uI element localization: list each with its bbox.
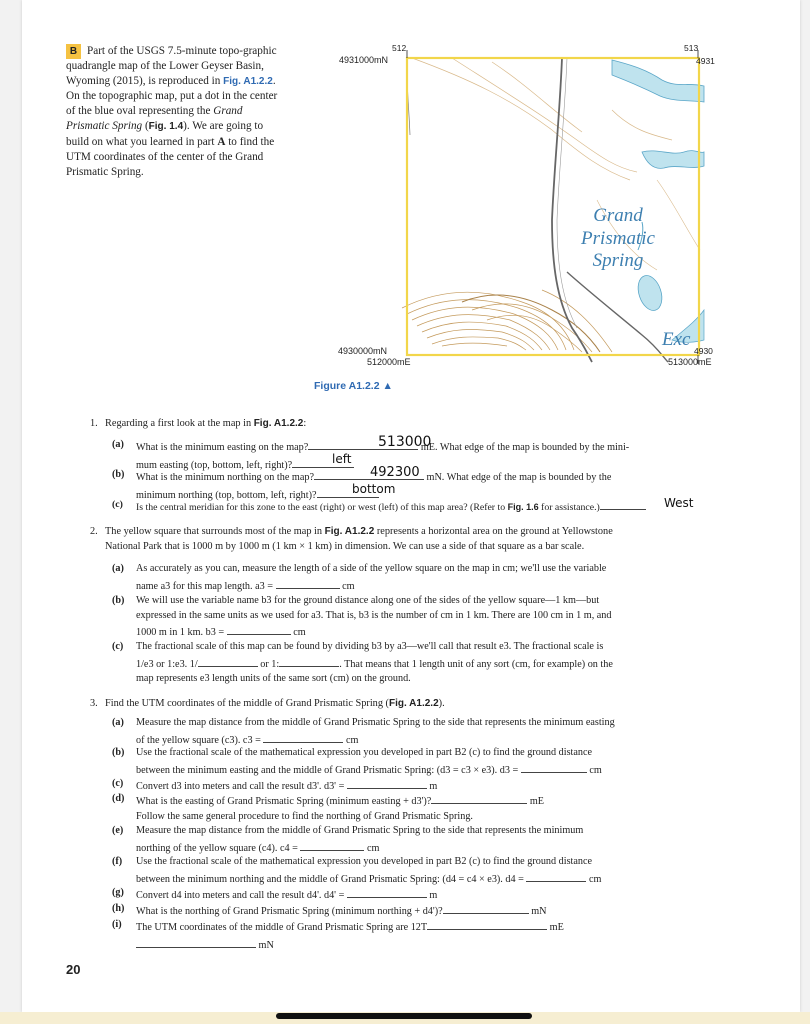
q3d-answer-line[interactable]	[431, 792, 527, 804]
workbook-page	[22, 0, 800, 1012]
unit: cm	[367, 842, 380, 854]
q3e-text: Measure the map distance from the middle of Grand Prismatic Spring to the side that represents the minimum	[136, 825, 584, 836]
intro-spring-name: Grand Prismatic Spring	[66, 105, 243, 133]
map-label-prismatic: Prismatic	[581, 228, 655, 249]
q3a-answer-line[interactable]	[263, 731, 343, 743]
q3-part-i	[112, 918, 732, 951]
figure-ref[interactable]: Fig. A1.2.2	[253, 418, 304, 429]
q3f-answer-line[interactable]	[526, 870, 586, 882]
q1-part-c	[112, 498, 732, 514]
river-upper	[612, 60, 704, 102]
question-3	[90, 696, 730, 711]
part-label: (a)	[112, 717, 124, 728]
part-label: (d)	[112, 793, 125, 804]
part-label: (i)	[112, 919, 122, 930]
question-text-tail: ).	[438, 698, 445, 709]
contour-line	[657, 180, 700, 250]
intro-paragraph	[66, 44, 278, 180]
q3i-northing-line[interactable]	[136, 936, 256, 948]
part-label: (b)	[112, 595, 125, 606]
easting-bottom-right: 513000mE	[668, 357, 712, 367]
intro-text-2: . On the topographic map, put a dot in the center of the blue oval representing the	[66, 75, 278, 118]
unit: cm	[589, 764, 602, 776]
part-label: (b)	[112, 747, 125, 758]
handwritten-answer: West	[664, 496, 694, 510]
q3g-answer-line[interactable]	[347, 886, 427, 898]
q3a-text-2: of the yellow square (c3). c3 =	[136, 734, 261, 746]
question-text: Regarding a first look at the map in	[105, 418, 254, 429]
q3c-text: Convert d3 into meters and call the result d3'. d3' =	[136, 781, 345, 792]
q1-part-b	[112, 468, 732, 501]
part-label: (c)	[112, 641, 124, 652]
page-number: 20	[66, 962, 81, 977]
map-label-spring: Spring	[592, 250, 644, 271]
contour-line	[412, 58, 630, 180]
q3e-answer-line[interactable]	[300, 839, 364, 851]
contour-line	[612, 110, 672, 140]
figure-ref[interactable]: Fig. 1.6	[507, 502, 539, 512]
map-label-excelsior: Exc	[662, 329, 691, 350]
q2b-text-2: expressed in the same units as we used for a3. That is, b3 is the number of cm in 1 km. There are 100 cm in 1 m, and	[136, 609, 612, 621]
q3i-text: The UTM coordinates of the middle of Grand Prismatic Spring are 12T	[136, 922, 428, 933]
intro-part-a: A	[217, 135, 226, 148]
question-number: 2.	[90, 526, 98, 537]
q3-part-g	[112, 886, 732, 902]
northing-tick-4930: 4930	[694, 346, 713, 356]
part-label: (g)	[112, 887, 124, 898]
q2c-answer-line-2[interactable]	[279, 655, 339, 667]
q3-part-f	[112, 855, 732, 885]
q3a-text: Measure the map distance from the middle of Grand Prismatic Spring to the side that represents the minimum easting	[136, 717, 615, 728]
part-label: (c)	[112, 499, 123, 510]
easting-bottom-left: 512000mE	[367, 357, 411, 367]
q3-part-a	[112, 716, 732, 746]
unit: cm	[588, 873, 602, 885]
topo-map-figure	[312, 40, 715, 380]
unit: mN	[531, 906, 547, 917]
unit: m	[429, 890, 438, 901]
northing-top-left: 4931000mN	[339, 55, 389, 65]
q3d-text-2: Follow the same general procedure to find the northing of Grand Prismatic Spring.	[136, 810, 473, 822]
q3-part-b	[112, 746, 732, 776]
q1b-text-2: mN. What edge of the map is bounded by the	[426, 472, 612, 483]
part-label: (c)	[112, 778, 124, 789]
q3d-text: What is the easting of Grand Prismatic Spring (minimum easting + d3')?	[136, 796, 432, 807]
q1c-text-tail: for assistance.)	[538, 502, 600, 513]
intro-figure-ref[interactable]: Fig. A1.2.2	[223, 76, 273, 88]
intro-text-5: to find the UTM coordinates of the center of the Grand Prismatic Spring.	[66, 135, 275, 178]
northing-bottom-left: 4930000mN	[338, 346, 388, 356]
q3b-text-2: between the minimum easting and the middle of Grand Prismatic Spring: (d3 = c3 × e3). d3 =	[136, 764, 519, 776]
q1a-text-2: mE. What edge of the map is bounded by the mini-	[420, 442, 630, 453]
question-text: Find the UTM coordinates of the middle of Grand Prismatic Spring (	[105, 698, 389, 709]
part-label: (a)	[112, 439, 124, 450]
unit: mE	[549, 922, 564, 933]
figure-caption: Figure A1.2.2 ▲	[314, 380, 393, 392]
q2b-text-3: 1000 m in 1 km. b3 =	[136, 627, 225, 639]
q3c-answer-line[interactable]	[347, 777, 427, 789]
part-label: (b)	[112, 469, 125, 480]
contour-line	[492, 62, 582, 132]
intro-text-4: ). We are going to build on what you learned in part	[66, 120, 264, 148]
q1b-text-3: minimum northing (top, bottom, left, right)?	[136, 489, 317, 501]
part-label: (e)	[112, 825, 124, 836]
question-text: The yellow square that surrounds most of the map in	[105, 526, 325, 537]
question-text-3: National Park that is 1000 m by 1000 m (1 km × 1 km) in dimension. We can use a side of that square as a bar scale.	[105, 541, 585, 552]
q3f-text: Use the fractional scale of the mathematical expression you developed in part B2 (c) to find the ground distance	[136, 856, 593, 867]
q1b-text: What is the minimum northing on the map?	[136, 472, 314, 483]
handwritten-answer: left	[332, 452, 352, 466]
part-b-badge: B	[66, 44, 81, 59]
q3e-text-2: northing of the yellow square (c4). c4 =	[136, 842, 298, 854]
figure-ref[interactable]: Fig. A1.2.2	[324, 526, 375, 537]
q3-part-e	[112, 824, 732, 854]
contour-line	[452, 58, 637, 172]
northing-tick-4931: 4931	[696, 56, 715, 66]
intro-text-3: (	[142, 120, 149, 133]
q3b-text: Use the fractional scale of the mathematical expression you developed in part B2 (c) to find the ground distance	[136, 747, 593, 758]
easting-tick-513: 513	[684, 43, 699, 53]
q3h-answer-line[interactable]	[443, 902, 529, 914]
question-number: 3.	[90, 698, 98, 709]
q3i-easting-line[interactable]	[427, 918, 547, 930]
q3h-text: What is the northing of Grand Prismatic Spring (minimum northing + d4')?	[136, 906, 443, 917]
q2c-answer-line[interactable]	[198, 655, 258, 667]
handwritten-answer: bottom	[352, 482, 396, 496]
q2-part-c	[112, 640, 732, 686]
q3-part-h	[112, 902, 732, 918]
q2a-text: As accurately as you can, measure the length of a side of the yellow square on the map in cm; we'll use the variable	[136, 563, 607, 574]
intro-text-1: Part of the USGS 7.5-minute topo-graphic quadrangle map of the Lower Geyser Basin, Wyoming (2015), is reproduced in	[66, 45, 277, 88]
q1c-text: Is the central meridian for this zone to the east (right) or west (left) of this map area? (Refer to	[136, 502, 508, 513]
q3b-answer-line[interactable]	[521, 761, 587, 773]
q2a-text-2: name a3 for this map length. a3 =	[136, 580, 274, 592]
q3f-text-2: between the minimum northing and the middle of Grand Prismatic Spring: (d4 = c4 × e3). d4 =	[136, 873, 524, 885]
question-text-tail: :	[303, 418, 307, 429]
unit: mN	[258, 939, 274, 951]
q1c-answer-line[interactable]	[600, 498, 646, 510]
handwritten-answer: 513000	[378, 434, 432, 450]
q2-part-b	[112, 594, 732, 640]
unit: mE	[529, 796, 545, 807]
handwritten-answer: 492300	[370, 465, 420, 480]
q3g-text: Convert d4 into meters and call the result d4'. d4' =	[136, 890, 345, 901]
map-label-grand: Grand	[593, 205, 643, 226]
unit: cm	[342, 580, 355, 592]
part-label: (f)	[112, 856, 123, 867]
question-2	[90, 524, 730, 554]
q2c-text-2: 1/e3 or 1:e3. 1/	[136, 658, 198, 670]
home-indicator[interactable]	[276, 1013, 532, 1019]
question-1	[90, 416, 730, 431]
intro-figure-ref-2[interactable]: Fig. 1.4	[148, 121, 184, 133]
q2c-text: The fractional scale of this map can be found by dividing b3 by a3—we'll call that result e3. The fractional scale is	[136, 641, 604, 652]
q1a-text: What is the minimum easting on the map?	[136, 442, 309, 453]
river-middle	[642, 151, 704, 169]
easting-tick-512: 512	[392, 43, 407, 53]
part-label: (a)	[112, 563, 124, 574]
q2c-text-5: map represents e3 length units of the same sort (cm) on the ground.	[136, 673, 411, 685]
road-main	[552, 58, 592, 362]
question-number: 1.	[90, 418, 98, 429]
q2-part-a	[112, 562, 732, 592]
unit: cm	[293, 627, 306, 639]
q1a-text-3: mum easting (top, bottom, left, right)?	[136, 459, 293, 471]
q2b-answer-line[interactable]	[227, 623, 291, 635]
question-text-2: represents a horizontal area on the ground at Yellowstone	[374, 526, 613, 537]
q2a-answer-line[interactable]	[276, 577, 340, 589]
figure-ref[interactable]: Fig. A1.2.2	[388, 698, 439, 709]
unit: cm	[345, 734, 359, 746]
part-label: (h)	[112, 903, 125, 914]
q2c-text-3: or 1:	[260, 658, 280, 670]
q2b-text: We will use the variable name b3 for the ground distance along one of the sides of the yellow square—1 km—but	[136, 595, 600, 606]
q2c-text-4: . That means that 1 length unit of any sort (cm, for example) on the	[339, 658, 613, 670]
spring-oval	[634, 272, 666, 313]
unit: m	[429, 781, 438, 792]
q3-part-d	[112, 792, 732, 822]
topo-map	[312, 40, 712, 380]
q3-part-c	[112, 777, 732, 793]
